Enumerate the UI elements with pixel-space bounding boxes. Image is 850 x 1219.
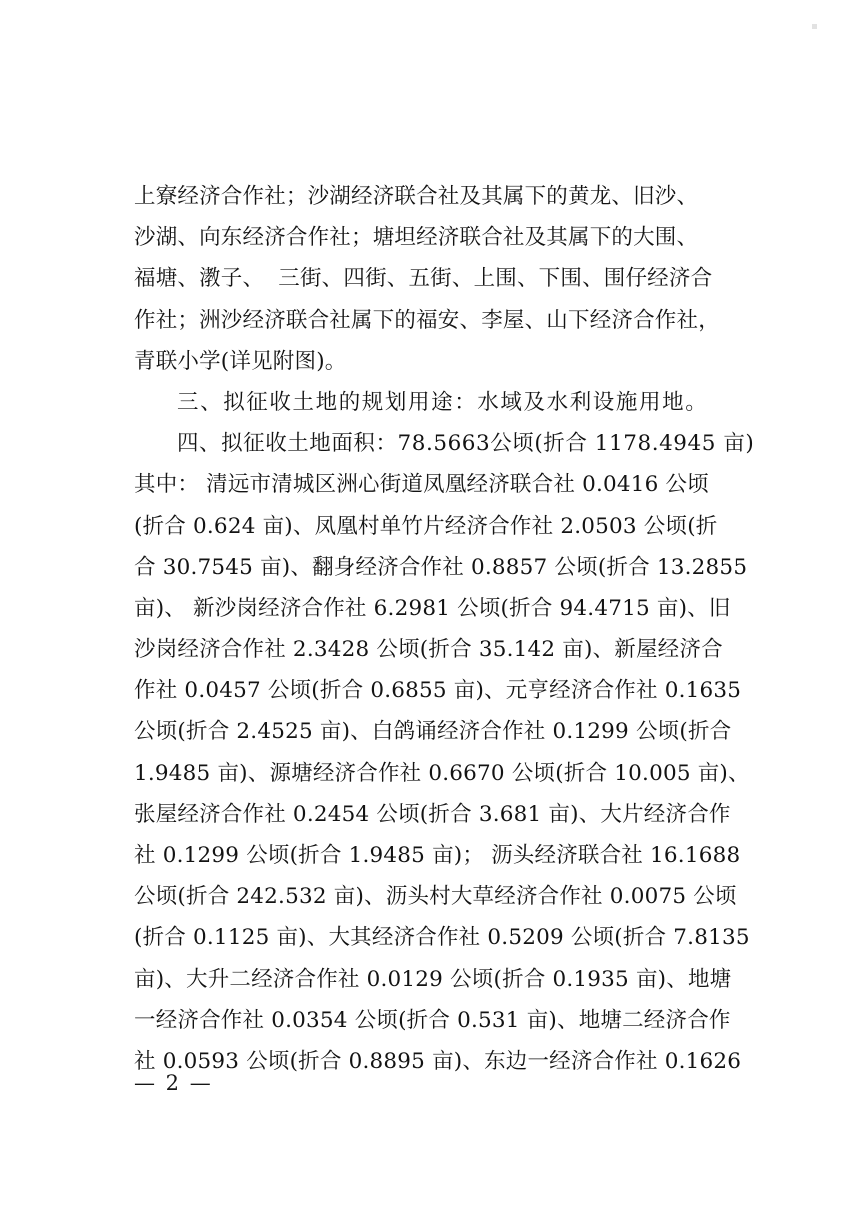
text-line xyxy=(134,794,741,835)
scan-artifact-speck xyxy=(812,24,817,29)
document-body xyxy=(134,176,755,1082)
text-line-content: 亩)、大升二经济合作社 0.0129 公顷(折合 0.1935 亩)、地塘 xyxy=(134,966,732,992)
text-line xyxy=(134,917,750,958)
text-line-content: 亩)、 新沙岗经济合作社 6.2981 公顷(折合 94.4715 亩)、旧 xyxy=(134,595,731,621)
text-line xyxy=(134,341,741,382)
text-line-content: 一经济合作社 0.0354 公顷(折合 0.531 亩)、地塘二经济合作 xyxy=(134,1007,731,1033)
text-line-content: 作社；洲沙经济联合社属下的福安、李屋、山下经济合作社， xyxy=(134,307,720,333)
text-line xyxy=(134,629,741,670)
text-line xyxy=(134,1000,741,1041)
text-line-content: 其中： 清远市清城区洲心街道凤凰经济联合社 0.0416 公顷 xyxy=(134,472,709,498)
section-heading-three-text: 三、拟征收土地的规划用途：水域及水利设施用地。 xyxy=(177,389,709,415)
text-line xyxy=(134,753,750,794)
text-line-content: 公顷(折合 242.532 亩)、沥头村大草经济合作社 0.0075 公顷 xyxy=(134,884,737,910)
text-line xyxy=(134,464,741,505)
text-line xyxy=(134,300,741,341)
text-line xyxy=(134,876,741,917)
text-line xyxy=(134,670,741,711)
text-line-content: 1.9485 亩)、源塘经济合作社 0.6670 公顷(折合 10.005 亩)、 xyxy=(134,760,750,786)
text-line-content: 福塘、漖子、 三街、四街、五街、上围、下围、围仔经济合 xyxy=(134,266,713,292)
text-line-content: (折合 0.1125 亩)、大其经济合作社 0.5209 公顷(折合 7.8135 xyxy=(134,925,750,951)
text-line-content: 作社 0.0457 公顷(折合 0.6855 亩)、元亨经济合作社 0.1635 xyxy=(134,678,742,704)
text-line-content: 张屋经济合作社 0.2454 公顷(折合 3.681 亩)、大片经济合作 xyxy=(134,801,731,827)
text-line xyxy=(134,959,741,1000)
page-number-footer: — 2 — xyxy=(134,1071,213,1095)
text-line xyxy=(134,547,748,588)
text-line xyxy=(134,176,741,217)
section-heading-three xyxy=(134,382,741,423)
text-line-content: 合 30.7545 亩)、翻身经济合作社 0.8857 公顷(折合 13.2855 xyxy=(134,554,748,580)
text-line-content: 公顷(折合 2.4525 亩)、白鸽诵经济合作社 0.1299 公顷(折合 xyxy=(134,719,732,745)
section-heading-four-text: 四、拟征收土地面积：78.5663公顷(折合 1178.4945 亩) xyxy=(177,431,755,457)
text-line-content: 青联小学(详见附图)。 xyxy=(134,348,347,374)
text-line-content: 沙岗经济合作社 2.3428 公顷(折合 35.142 亩)、新屋经济合 xyxy=(134,637,723,663)
text-line xyxy=(134,217,741,258)
section-heading-four xyxy=(134,423,755,464)
text-line-content: 上寮经济合作社；沙湖经济联合社及其属下的黄龙、旧沙、 xyxy=(134,184,699,209)
text-line-content: 社 0.0593 公顷(折合 0.8895 亩)、东边一经济合作社 0.1626 xyxy=(134,1048,742,1074)
text-line xyxy=(134,835,741,876)
text-line xyxy=(134,258,741,299)
text-line xyxy=(134,588,741,629)
text-line xyxy=(134,506,741,547)
text-line xyxy=(134,1041,741,1082)
text-line-content: 沙湖、向东经济合作社；塘坦经济联合社及其属下的大围、 xyxy=(134,225,699,251)
text-line-content: 社 0.1299 公顷(折合 1.9485 亩)； 沥头经济联合社 16.1688 xyxy=(134,843,741,868)
text-line-content: (折合 0.624 亩)、凤凰村单竹片经济合作社 2.0503 公顷(折 xyxy=(134,513,718,539)
text-line xyxy=(134,711,741,752)
